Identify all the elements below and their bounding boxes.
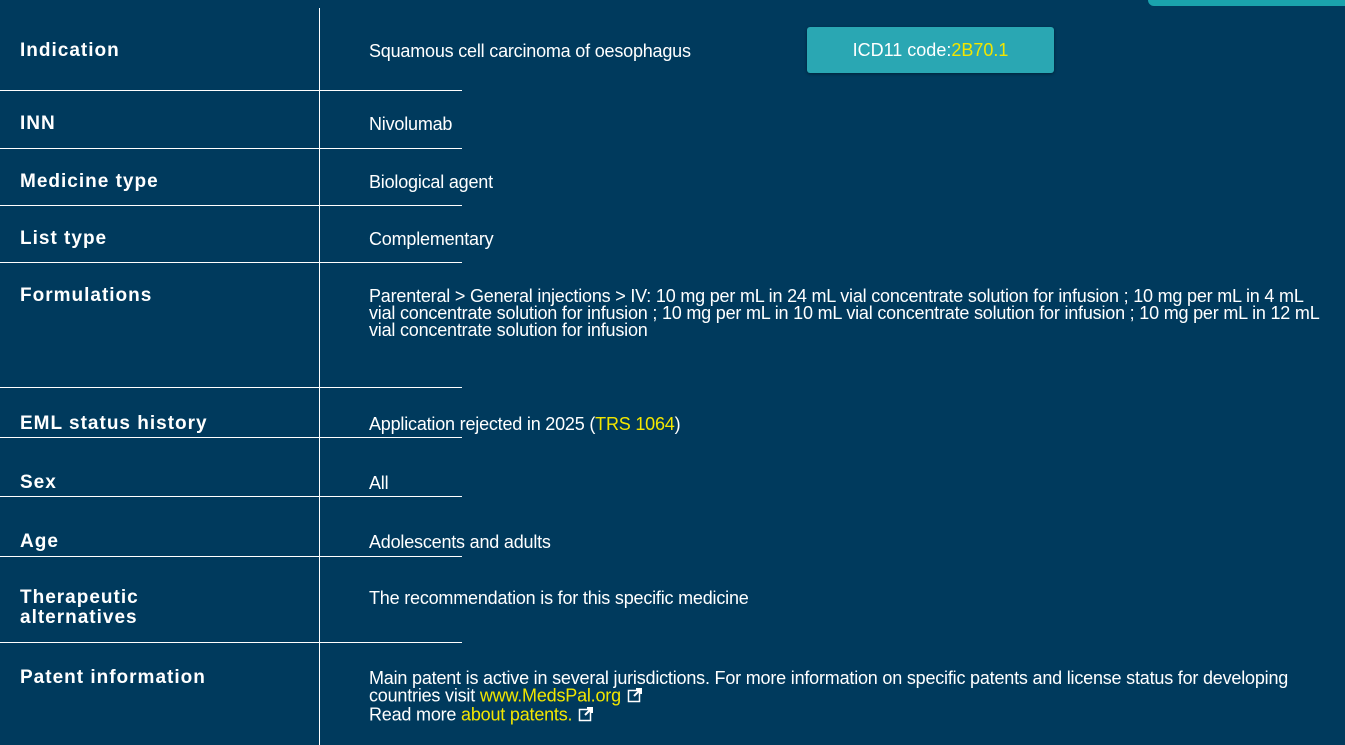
- label-patent-information: Patent information: [20, 667, 206, 688]
- row-separator: [0, 148, 462, 149]
- row-separator: [0, 556, 462, 557]
- label-formulations: Formulations: [20, 285, 153, 306]
- value-indication: Squamous cell carcinoma of oesophagus: [369, 41, 691, 61]
- row-separator: [0, 437, 462, 438]
- medspal-link[interactable]: www.MedsPal.org: [479, 685, 621, 706]
- row-separator: [0, 642, 462, 643]
- eml-status-text: Application rejected in 2025 (: [369, 414, 596, 434]
- row-separator: [0, 205, 462, 206]
- value-medicine-type: Biological agent: [369, 172, 493, 192]
- row-separator: [0, 387, 462, 388]
- value-inn: Nivolumab: [369, 114, 453, 134]
- row-separator: [0, 496, 462, 497]
- trs-link[interactable]: TRS 1064: [595, 414, 675, 434]
- value-eml-status-history: [369, 416, 680, 433]
- value-formulations: Parenteral > General injections > IV: 10 mg per mL in 24 mL vial concentrate solution for infusion ; 10 mg per mL in 4 mL vial concentrate solution for infusion ; 10 mg per mL in 10 mL vial concentrate solution for infusion ; 10 mg per mL in 12 mL vial concentrate solution for infusion: [369, 286, 1319, 340]
- patent-text: Main patent is active in several jurisdictions. For more information on specific patents and license status for developing countries visit: [369, 668, 1289, 706]
- icd-code-label: ICD11 code:: [852, 39, 952, 60]
- label-list-type: List type: [20, 228, 108, 249]
- value-patent-information: [369, 670, 1324, 725]
- row-separator: [0, 90, 462, 91]
- label-age: Age: [20, 531, 59, 552]
- label-therapeutic-alternatives: Therapeutic alternatives: [20, 587, 139, 628]
- label-eml-status-history: EML status history: [20, 413, 208, 434]
- read-more-text: Read more: [369, 704, 462, 725]
- external-link-icon[interactable]: [578, 706, 594, 725]
- column-divider: [319, 8, 320, 745]
- row-separator: [0, 262, 462, 263]
- top-tab[interactable]: [1148, 0, 1345, 6]
- icd-code-link[interactable]: 2B70.1: [951, 39, 1009, 60]
- icd-code-badge[interactable]: [807, 27, 1054, 73]
- value-age: Adolescents and adults: [369, 532, 551, 552]
- label-inn: INN: [20, 113, 56, 134]
- external-link-icon[interactable]: [627, 687, 643, 706]
- label-sex: Sex: [20, 472, 57, 493]
- about-patents-link[interactable]: about patents.: [461, 704, 573, 725]
- value-list-type: Complementary: [369, 229, 494, 249]
- label-medicine-type: Medicine type: [20, 171, 159, 192]
- value-sex: All: [369, 473, 389, 493]
- label-indication: Indication: [20, 40, 120, 61]
- value-therapeutic-alternatives: The recommendation is for this specific medicine: [369, 588, 749, 608]
- eml-status-suffix: ): [674, 414, 681, 434]
